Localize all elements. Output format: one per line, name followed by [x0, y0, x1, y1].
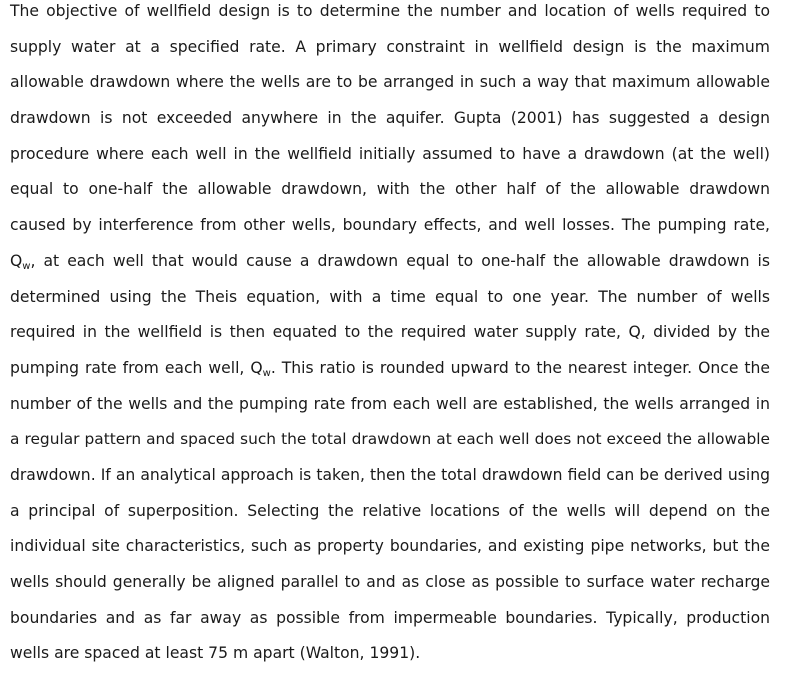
- text-line-14: drawdown. If an analytical approach is taken, then the total drawdown field can be derived using: [10, 465, 770, 484]
- qw-subscript: w: [22, 260, 31, 272]
- text-line-10: required in the wellfield is then equated to the required water supply rate, Q, divided by the: [10, 323, 770, 342]
- wellfield-design-paragraph: [10, 0, 770, 678]
- text-line-4: drawdown is not exceeded anywhere in the aquifer. Gupta (2001) has suggested a design: [10, 109, 770, 128]
- text-line-11: [10, 357, 770, 393]
- text-line-3: allowable drawdown where the wells are to be arranged in such a way that maximum allowable: [10, 73, 770, 92]
- text-line-11-rest: . This ratio is rounded upward to the nearest integer. Once the: [270, 358, 770, 377]
- text-line-1: The objective of wellfield design is to determine the number and location of wells required to: [10, 2, 770, 20]
- text-line-2: supply water at a specified rate. A primary constraint in wellfield design is the maximum: [10, 37, 770, 56]
- qw-symbol: Q: [10, 251, 23, 270]
- qw-subscript-2: w: [262, 367, 271, 379]
- text-line-17: wells should generally be aligned parallel to and as close as possible to surface water recharge: [10, 573, 770, 591]
- text-line-19: wells are spaced at least 75 m apart (Walton, 1991).: [10, 644, 421, 663]
- text-line-15: a principal of superposition. Selecting the relative locations of the wells will depend on the: [10, 501, 770, 520]
- text-line-16: individual site characteristics, such as property boundaries, and existing pipe networks, but the: [10, 537, 770, 556]
- text-line-8: [10, 250, 770, 286]
- text-line-6: equal to one-half the allowable drawdown, with the other half of the allowable drawdown: [10, 180, 770, 199]
- text-line-12: number of the wells and the pumping rate from each well are established, the wells arranged in: [10, 394, 770, 413]
- text-line-7: caused by interference from other wells, boundary effects, and well losses. The pumping rate,: [10, 216, 770, 235]
- text-line-8-rest: , at each well that would cause a drawdown equal to one-half the allowable drawdown is: [30, 251, 770, 270]
- text-line-11-start: pumping rate from each well, Q: [10, 358, 263, 377]
- text-line-18: boundaries and as far away as possible from impermeable boundaries. Typically, production: [10, 608, 770, 627]
- text-line-5: procedure where each well in the wellfield initially assumed to have a drawdown (at the well): [10, 144, 770, 163]
- text-line-9: determined using the Theis equation, with a time equal to one year. The number of wells: [10, 287, 770, 306]
- text-line-13: a regular pattern and spaced such the total drawdown at each well does not exceed the allowable: [10, 430, 770, 449]
